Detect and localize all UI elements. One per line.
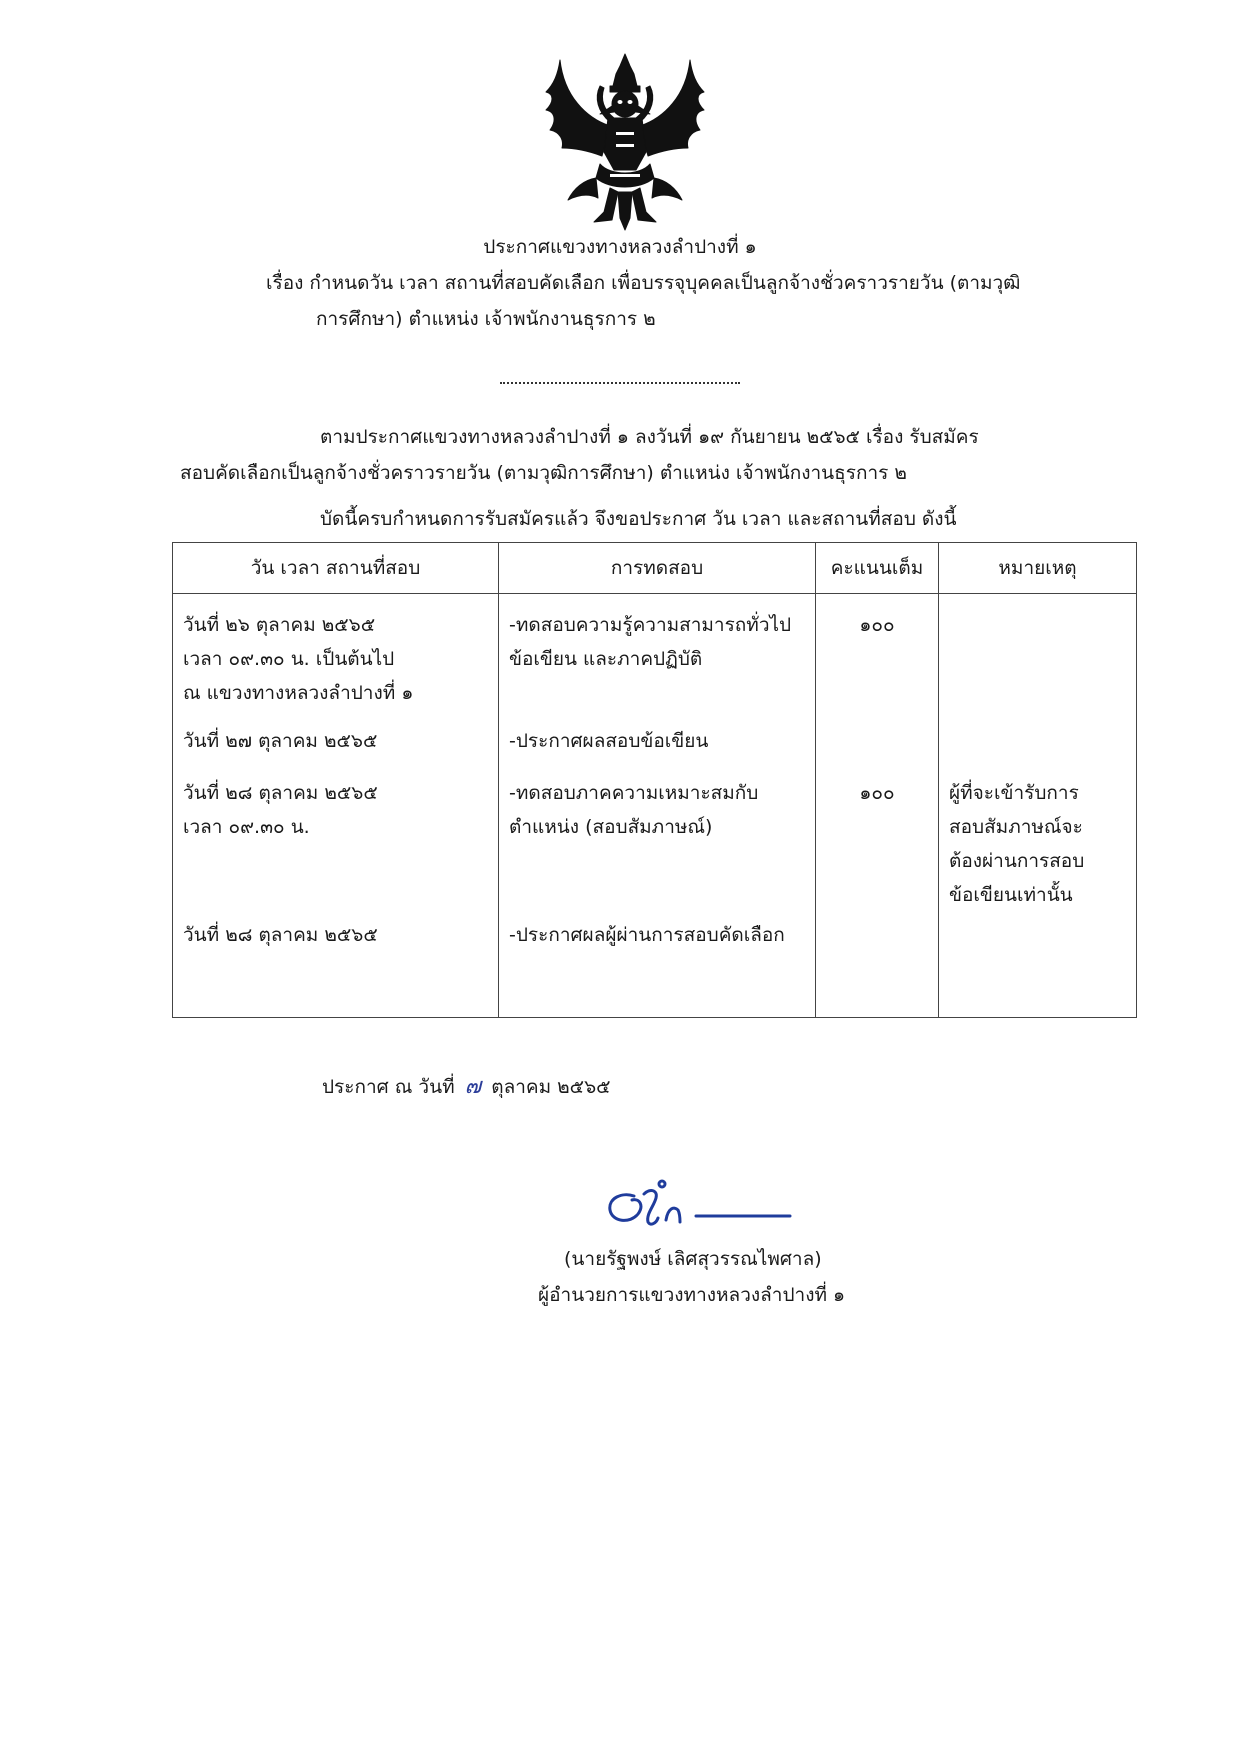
cell-score — [816, 766, 939, 912]
subject-line-1: เรื่อง กำหนดวัน เวลา สถานที่สอบคัดเลือก เพื่อบรรจุบุคคลเป็นลูกจ้างชั่วคราวรายวัน (ตามวุฒิ — [266, 272, 1021, 294]
cell-remark — [939, 766, 1137, 912]
place-line: ณ แขวงทางหลวงลำปางที่ ๑ — [183, 682, 414, 704]
issued-month-year: ตุลาคม ๒๕๖๕ — [491, 1076, 611, 1098]
table-row — [173, 912, 1137, 1018]
handwritten-signature — [604, 1178, 792, 1234]
issued-day-handwritten: ๗ — [464, 1074, 482, 1099]
test-line: ข้อเขียน และภาคปฏิบัติ — [509, 648, 703, 670]
subject-line-2: การศึกษา) ตำแหน่ง เจ้าพนักงานธุรการ ๒ — [316, 308, 656, 330]
cell-test — [499, 766, 816, 912]
table-row — [173, 594, 1137, 724]
remark-line: ข้อเขียนเท่านั้น — [949, 883, 1073, 906]
cell-remark — [939, 594, 1137, 724]
cell-date — [173, 912, 499, 1018]
cell-test — [499, 912, 816, 1018]
header-test: การทดสอบ — [499, 543, 816, 594]
date-line: วันที่ ๒๗ ตุลาคม ๒๕๖๕ — [183, 729, 378, 752]
cell-score — [816, 594, 939, 724]
cell-test — [499, 594, 816, 724]
garuda-emblem-icon — [540, 52, 710, 232]
cell-score — [816, 724, 939, 766]
header-full-score: คะแนนเต็ม — [816, 543, 939, 594]
cell-test — [499, 724, 816, 766]
score-value — [816, 912, 938, 918]
test-line: -ทดสอบภาคความเหมาะสมกับ — [509, 781, 759, 804]
score-value: ๑๐๐ — [859, 614, 895, 636]
date-line: วันที่ ๒๘ ตุลาคม ๒๕๖๕ — [183, 923, 378, 946]
issued-prefix: ประกาศ ณ วันที่ — [322, 1076, 455, 1098]
intro-paragraph-line-2: สอบคัดเลือกเป็นลูกจ้างชั่วคราวรายวัน (ตามวุฒิการศึกษา) ตำแหน่ง เจ้าพนักงานธุรการ ๒ — [180, 462, 907, 484]
header-remark: หมายเหตุ — [939, 543, 1137, 594]
test-line: -ประกาศผลผู้ผ่านการสอบคัดเลือก — [509, 923, 785, 946]
table-row — [173, 724, 1137, 766]
signer-name: (นายรัฐพงษ์ เลิศสุวรรณไพศาล) — [564, 1248, 822, 1270]
test-line: -ทดสอบความรู้ความสามารถทั่วไป — [509, 614, 792, 636]
time-line: เวลา ๐๙.๓๐ น. — [183, 815, 310, 838]
issued-date-line — [322, 1068, 611, 1103]
cell-date — [173, 766, 499, 912]
cell-date — [173, 724, 499, 766]
intro-paragraph-2: บัดนี้ครบกำหนดการรับสมัครแล้ว จึงขอประกาศ วัน เวลา และสถานที่สอบ ดังนี้ — [320, 508, 957, 530]
time-line: เวลา ๐๙.๓๐ น. เป็นต้นไป — [183, 648, 395, 670]
dotted-divider — [500, 382, 740, 384]
signer-title: ผู้อำนวยการแขวงทางหลวงลำปางที่ ๑ — [538, 1284, 846, 1306]
date-line: วันที่ ๒๖ ตุลาคม ๒๕๖๕ — [183, 614, 376, 636]
test-line: ตำแหน่ง (สอบสัมภาษณ์) — [509, 815, 713, 838]
table-header-row — [173, 543, 1137, 594]
exam-schedule-table — [172, 542, 1137, 1018]
header-date-place: วัน เวลา สถานที่สอบ — [173, 543, 499, 594]
table-row — [173, 766, 1137, 912]
date-line: วันที่ ๒๘ ตุลาคม ๒๕๖๕ — [183, 781, 378, 804]
test-line: -ประกาศผลสอบข้อเขียน — [509, 729, 709, 752]
cell-remark — [939, 912, 1137, 1018]
remark-line: ต้องผ่านการสอบ — [949, 849, 1085, 872]
announcement-title: ประกาศแขวงทางหลวงลำปางที่ ๑ — [483, 236, 757, 258]
score-value: ๑๐๐ — [859, 781, 895, 804]
cell-date — [173, 594, 499, 724]
remark-line: สอบสัมภาษณ์จะ — [949, 815, 1083, 838]
cell-score — [816, 912, 939, 1018]
intro-paragraph-line-1: ตามประกาศแขวงทางหลวงลำปางที่ ๑ ลงวันที่ ๑๙ กันยายน ๒๕๖๕ เรื่อง รับสมัคร — [320, 426, 979, 448]
remark-line: ผู้ที่จะเข้ารับการ — [949, 781, 1079, 804]
cell-remark — [939, 724, 1137, 766]
